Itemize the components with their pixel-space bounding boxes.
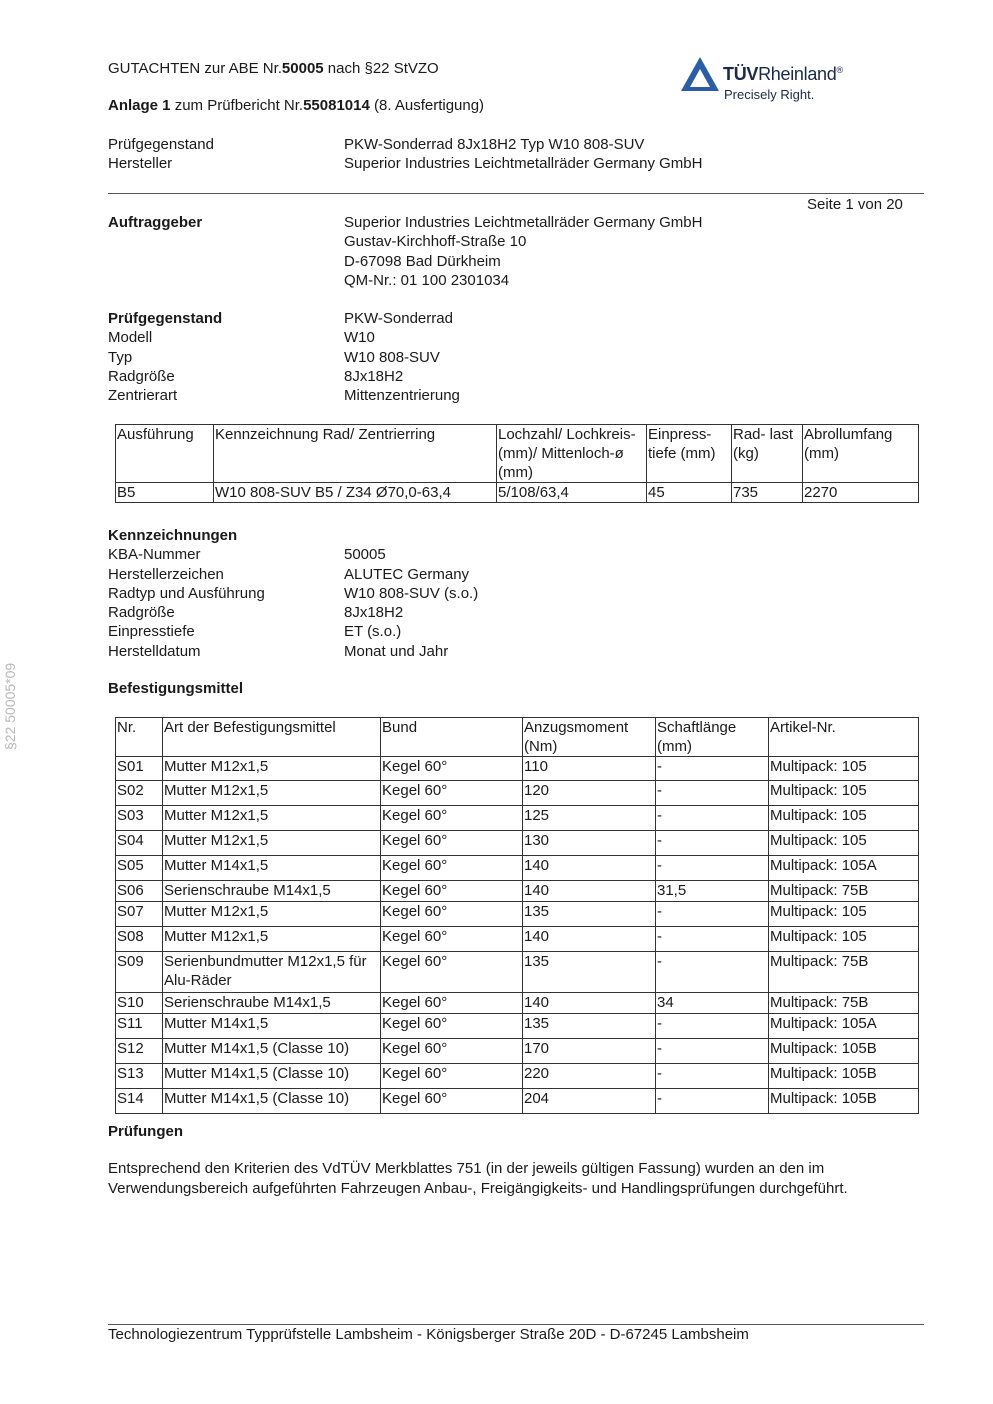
table-cell: Mutter M12x1,5 bbox=[163, 757, 381, 781]
table-cell: Kegel 60° bbox=[381, 881, 523, 902]
header-info: Prüfgegenstand PKW-Sonderrad 8Jx18H2 Typ W10 808-SUV Hersteller Superior Industries Leichtmetallräder Germany GmbH bbox=[108, 136, 703, 173]
table-row bbox=[116, 1089, 919, 1114]
page-number: Seite 1 von 20 bbox=[807, 196, 903, 213]
table-cell: Multipack: 105B bbox=[769, 1089, 919, 1114]
section-heading: Kennzeichnungen bbox=[108, 527, 238, 544]
table-row bbox=[116, 831, 919, 856]
table-cell: 135 bbox=[523, 1014, 656, 1039]
table-cell: - bbox=[656, 757, 769, 781]
side-stamp: §22 50005*09 bbox=[2, 662, 18, 750]
table-cell: Serienbundmutter M12x1,5 für Alu-Räder bbox=[163, 952, 381, 993]
table-cell: Kegel 60° bbox=[381, 831, 523, 856]
table-cell: 140 bbox=[523, 927, 656, 952]
table-row bbox=[116, 927, 919, 952]
table-row bbox=[116, 1039, 919, 1064]
table-cell: 140 bbox=[523, 881, 656, 902]
table-cell: 31,5 bbox=[656, 881, 769, 902]
abe-number: 50005 bbox=[281, 60, 324, 77]
table-cell: Mutter M14x1,5 (Classe 10) bbox=[163, 1039, 381, 1064]
table-cell: - bbox=[656, 806, 769, 831]
table-cell: Kegel 60° bbox=[381, 927, 523, 952]
table-cell: Mutter M12x1,5 bbox=[163, 831, 381, 856]
table-cell: Kegel 60° bbox=[381, 781, 523, 806]
table-row bbox=[116, 806, 919, 831]
pruefungen-text: Entsprechend den Kriterien des VdTÜV Merkblattes 751 (in der jeweils gültigen Fassung) wurden an den im Verwendungsbereich aufgeführten Fahrzeugen Anbau-, Freigängigkeits- und Handlingsprüfungen durchgeführt. bbox=[108, 1160, 848, 1197]
table-cell: Kegel 60° bbox=[381, 1014, 523, 1039]
footer-address: Technologiezentrum Typprüfstelle Lambsheim - Königsberger Straße 20D - D-67245 Lambsheim bbox=[108, 1326, 749, 1343]
table-cell: 120 bbox=[523, 781, 656, 806]
table-cell: Multipack: 105 bbox=[769, 757, 919, 781]
table-cell: Kegel 60° bbox=[381, 993, 523, 1014]
table-cell: Mutter M14x1,5 bbox=[163, 1014, 381, 1039]
header-divider bbox=[108, 193, 924, 194]
table-cell: Mutter M12x1,5 bbox=[163, 927, 381, 952]
table-cell: Multipack: 105B bbox=[769, 1064, 919, 1089]
befestigung-heading: Befestigungsmittel bbox=[108, 680, 244, 697]
table-cell: Mutter M12x1,5 bbox=[163, 902, 381, 927]
table-cell: 125 bbox=[523, 806, 656, 831]
table-cell: 130 bbox=[523, 831, 656, 856]
table-cell: Kegel 60° bbox=[381, 952, 523, 993]
table-cell: S02 bbox=[116, 781, 163, 806]
table-cell: Multipack: 105A bbox=[769, 856, 919, 881]
table-row bbox=[116, 902, 919, 927]
table-cell: Kegel 60° bbox=[381, 856, 523, 881]
table-cell: S12 bbox=[116, 1039, 163, 1064]
ausfuehrung-table bbox=[115, 424, 919, 503]
befestigung-table bbox=[115, 717, 919, 1114]
table-cell: S11 bbox=[116, 1014, 163, 1039]
table-cell: S10 bbox=[116, 993, 163, 1014]
table-cell: Multipack: 105A bbox=[769, 1014, 919, 1039]
table-cell: Multipack: 75B bbox=[769, 952, 919, 993]
table-cell: Multipack: 105B bbox=[769, 1039, 919, 1064]
table-cell: S05 bbox=[116, 856, 163, 881]
table-cell: S07 bbox=[116, 902, 163, 927]
table-row bbox=[116, 993, 919, 1014]
table-cell: - bbox=[656, 831, 769, 856]
table-cell: Kegel 60° bbox=[381, 902, 523, 927]
table-cell: S06 bbox=[116, 881, 163, 902]
table-cell: 220 bbox=[523, 1064, 656, 1089]
table-cell: Mutter M14x1,5 (Classe 10) bbox=[163, 1064, 381, 1089]
table-cell: - bbox=[656, 1089, 769, 1114]
kennzeichnungen-section: Kennzeichnungen KBA-Nummer 50005 Herstellerzeichen ALUTEC Germany Radtyp und Ausführung W10 808-SUV (s.o.) Radgröße 8Jx18H2 Einpresstiefe ET (s.o.) Herstelldatum Monat und Jahr bbox=[108, 527, 479, 660]
table-row: B5 W10 808-SUV B5 / Z34 Ø70,0-63,4 5/108/63,4 45 735 2270 bbox=[116, 483, 919, 503]
table-cell: Kegel 60° bbox=[381, 757, 523, 781]
pruefgegenstand-section: Prüfgegenstand PKW-Sonderrad Modell W10 Typ W10 808-SUV Radgröße 8Jx18H2 Zentrierart Mittenzentrierung bbox=[108, 310, 460, 405]
table-cell: - bbox=[656, 927, 769, 952]
table-cell: 135 bbox=[523, 952, 656, 993]
table-cell: Multipack: 75B bbox=[769, 993, 919, 1014]
table-cell: Multipack: 105 bbox=[769, 806, 919, 831]
table-cell: - bbox=[656, 902, 769, 927]
table-cell: Kegel 60° bbox=[381, 1039, 523, 1064]
table-cell: S04 bbox=[116, 831, 163, 856]
table-cell: Mutter M14x1,5 (Classe 10) bbox=[163, 1089, 381, 1114]
table-cell: - bbox=[656, 952, 769, 993]
table-cell: 204 bbox=[523, 1089, 656, 1114]
table-cell: S14 bbox=[116, 1089, 163, 1114]
table-row bbox=[116, 1064, 919, 1089]
logo-wordmark: TÜVRheinland® bbox=[723, 64, 843, 84]
table-cell: S09 bbox=[116, 952, 163, 993]
table-cell: Kegel 60° bbox=[381, 806, 523, 831]
tuv-logo bbox=[680, 54, 870, 104]
table-cell: Multipack: 105 bbox=[769, 902, 919, 927]
table-cell: Multipack: 105 bbox=[769, 781, 919, 806]
table-cell: 34 bbox=[656, 993, 769, 1014]
table-cell: S13 bbox=[116, 1064, 163, 1089]
table-cell: Mutter M12x1,5 bbox=[163, 806, 381, 831]
report-title: GUTACHTEN zur ABE Nr.50005 nach §22 StVZO bbox=[108, 60, 439, 77]
table-cell: - bbox=[656, 781, 769, 806]
table-cell: Mutter M12x1,5 bbox=[163, 781, 381, 806]
table-cell: - bbox=[656, 856, 769, 881]
triangle-logo-icon bbox=[680, 56, 720, 92]
table-cell: 140 bbox=[523, 993, 656, 1014]
table-cell: 110 bbox=[523, 757, 656, 781]
table-cell: 135 bbox=[523, 902, 656, 927]
report-number: 55081014 bbox=[303, 97, 370, 114]
table-cell: Serienschraube M14x1,5 bbox=[163, 993, 381, 1014]
table-cell: S03 bbox=[116, 806, 163, 831]
table-header-row: Nr. Art der Befestigungsmittel Bund Anzugsmoment (Nm) Schaftlänge (mm) Artikel-Nr. bbox=[116, 718, 919, 757]
table-cell: 170 bbox=[523, 1039, 656, 1064]
table-cell: - bbox=[656, 1039, 769, 1064]
table-row bbox=[116, 881, 919, 902]
table-cell: Multipack: 75B bbox=[769, 881, 919, 902]
table-cell: S01 bbox=[116, 757, 163, 781]
table-row bbox=[116, 757, 919, 781]
table-cell: Multipack: 105 bbox=[769, 927, 919, 952]
table-cell: Mutter M14x1,5 bbox=[163, 856, 381, 881]
table-cell: Kegel 60° bbox=[381, 1089, 523, 1114]
auftraggeber-section: Auftraggeber Superior Industries Leichtmetallräder Germany GmbH Gustav-Kirchhoff-Straße 10 D-67098 Bad Dürkheim QM-Nr.: 01 100 2301034 bbox=[108, 214, 703, 289]
table-row bbox=[116, 856, 919, 881]
table-cell: 140 bbox=[523, 856, 656, 881]
table-row bbox=[116, 952, 919, 993]
table-cell: Kegel 60° bbox=[381, 1064, 523, 1089]
pruefungen-heading: Prüfungen bbox=[108, 1123, 183, 1140]
logo-tagline: Precisely Right. bbox=[724, 87, 815, 102]
table-row bbox=[116, 1014, 919, 1039]
table-cell: - bbox=[656, 1014, 769, 1039]
table-cell: Multipack: 105 bbox=[769, 831, 919, 856]
report-subtitle: Anlage 1 zum Prüfbericht Nr.55081014 (8. Ausfertigung) bbox=[108, 97, 485, 114]
table-cell: Serienschraube M14x1,5 bbox=[163, 881, 381, 902]
table-row bbox=[116, 781, 919, 806]
table-cell: S08 bbox=[116, 927, 163, 952]
table-header-row: Ausführung Kennzeichnung Rad/ Zentrierring Lochzahl/ Lochkreis- (mm)/ Mittenloch-ø (mm) Einpress- tiefe (mm) Rad- last (kg) Abrollumfang (mm) bbox=[116, 425, 919, 483]
table-cell: - bbox=[656, 1064, 769, 1089]
